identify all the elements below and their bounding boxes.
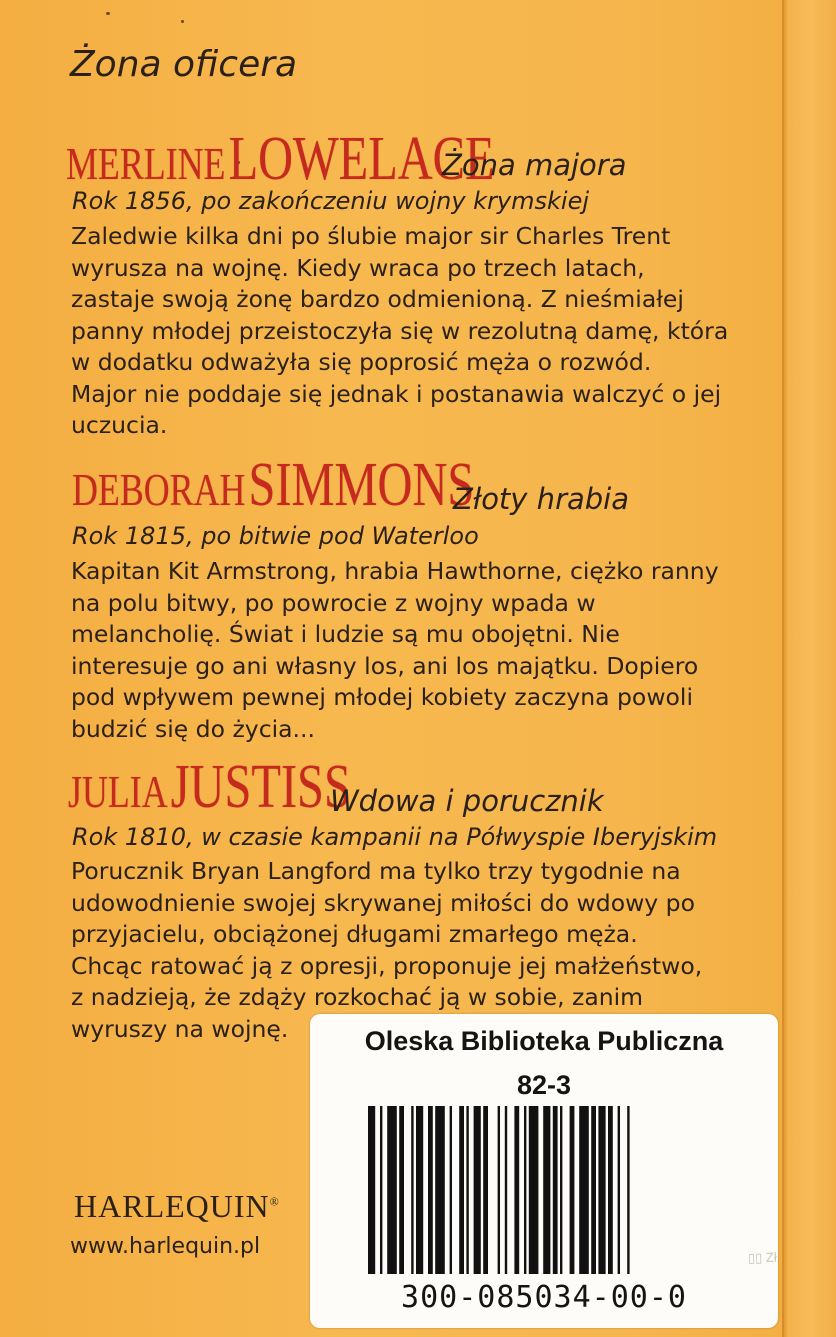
barcode-bar — [627, 1106, 629, 1274]
book-blurb-2 — [71, 556, 771, 745]
blurb-line: panny młodej przeistoczyła się w rezolutną damę, która — [71, 316, 729, 345]
blurb-line: zastaje swoją żonę bardzo odmienioną. Z nieśmiałej — [71, 285, 684, 313]
barcode-bar — [553, 1106, 558, 1274]
barcode-bar — [543, 1106, 550, 1274]
blurb-line: Major nie poddaje się jednak i postanawia walczyć o jej — [71, 379, 722, 408]
barcode-bar — [505, 1106, 507, 1274]
publisher-website: www.harlequin.pl — [70, 1234, 261, 1259]
barcode-number: 300-085034-00-0 — [401, 1280, 687, 1315]
book-blurb-1 — [71, 221, 771, 442]
barcode-bar — [411, 1106, 413, 1274]
library-code: 82-3 — [516, 1070, 572, 1100]
author-first-name: JULIA — [68, 766, 168, 817]
barcode-bar — [380, 1106, 382, 1274]
blurb-line: Kapitan Kit Armstrong, hrabia Hawthorne, ciężko ranny — [71, 557, 719, 585]
series-title: Żona oficera — [70, 44, 298, 85]
book-title-1: Żona majora — [442, 148, 627, 182]
library-name: Oleska Biblioteka Publiczna — [364, 1026, 724, 1056]
publisher-logo — [74, 1188, 280, 1225]
book-title-2: Złoty hrabia — [453, 482, 629, 516]
barcode-bar — [387, 1106, 397, 1274]
barcode-bar — [474, 1106, 481, 1274]
blurb-line: w dodatku odważyła się poprosić męża o rozwód. — [71, 348, 652, 376]
author-name-3 — [68, 752, 351, 823]
author-last-name: JUSTISS — [170, 753, 351, 821]
blurb-line: pod wpływem pewnej młodej kobiety zaczyna powoli — [71, 683, 693, 711]
blurb-line: wyruszy na wojnę. — [71, 1014, 289, 1043]
author-last-name: SIMMONS — [248, 451, 475, 519]
barcode-bar — [618, 1106, 620, 1274]
blurb-line: Porucznik Bryan Langford ma tylko trzy tygodnie na — [71, 857, 681, 885]
author-first-name: MERLINE — [66, 138, 226, 189]
barcode-bar — [560, 1106, 562, 1274]
barcode-bar — [483, 1106, 488, 1274]
blurb-line: na polu bitwy, po powrocie z wojny wpada w — [71, 588, 596, 617]
barcode-bar — [399, 1106, 404, 1274]
barcode-bar — [435, 1106, 445, 1274]
price-sticker-residue: ▯▯ Zł — [747, 1249, 777, 1266]
blurb-line: przyjacielu, obciążonej długami zmarłego męża. — [71, 920, 638, 948]
barcode-bar — [524, 1106, 526, 1274]
barcode-bar — [466, 1106, 468, 1274]
book-era-3: Rok 1810, w czasie kampanii na Półwyspie Iberyjskim — [72, 823, 718, 851]
blurb-line: Chcąc ratować ją z opresji, proponuje jej małżeństwo, — [71, 951, 703, 980]
blurb-line: Zaledwie kilka dni po ślubie major sir Charles Trent — [71, 222, 671, 250]
book-title-3: Wdowa i porucznik — [330, 784, 604, 818]
author-first-name: DEBORAH — [72, 464, 246, 515]
barcode-bar — [368, 1106, 375, 1274]
barcode-bar — [608, 1106, 613, 1274]
barcode-bar — [459, 1106, 464, 1274]
barcode-bar — [591, 1106, 596, 1274]
barcode-icon — [368, 1106, 728, 1274]
library-label — [310, 1014, 778, 1328]
blurb-line: z nadzieją, że zdąży rozkochać ją w sobie, zanim — [71, 983, 644, 1011]
barcode-bar — [529, 1106, 539, 1274]
barcode-bar — [428, 1106, 433, 1274]
scan-speck — [106, 12, 110, 15]
barcode-bar — [570, 1106, 575, 1274]
barcode-bar — [598, 1106, 605, 1274]
publisher-name: HARLEQUIN — [74, 1188, 270, 1224]
book-spine — [782, 0, 836, 1337]
author-name-2 — [72, 450, 474, 521]
barcode-bar — [450, 1106, 452, 1274]
blurb-line: melancholię. Świat i ludzie są mu obojętni. Nie — [71, 620, 620, 648]
scan-speck — [181, 20, 184, 23]
blurb-line: wyrusza na wojnę. Kiedy wraca po trzech latach, — [71, 253, 645, 282]
blurb-line: interesuje go ani własny los, ani los majątku. Dopiero — [71, 651, 699, 680]
blurb-line: udowodnienie swojej skrywanej miłości do wdowy po — [71, 888, 695, 917]
barcode-bar — [514, 1106, 519, 1274]
book-era-2: Rok 1815, po bitwie pod Waterloo — [72, 522, 479, 550]
registered-mark: ® — [269, 1194, 280, 1209]
author-last-name: LOWELACE — [228, 125, 495, 193]
barcode-bar — [416, 1106, 423, 1274]
author-name-1 — [66, 124, 494, 195]
barcode-bar — [579, 1106, 589, 1274]
barcode-bar — [498, 1106, 500, 1274]
book-era-1: Rok 1856, po zakończeniu wojny krymskiej — [72, 187, 590, 215]
blurb-line: uczucia. — [71, 411, 168, 439]
blurb-line: budzić się do życia... — [71, 714, 315, 743]
